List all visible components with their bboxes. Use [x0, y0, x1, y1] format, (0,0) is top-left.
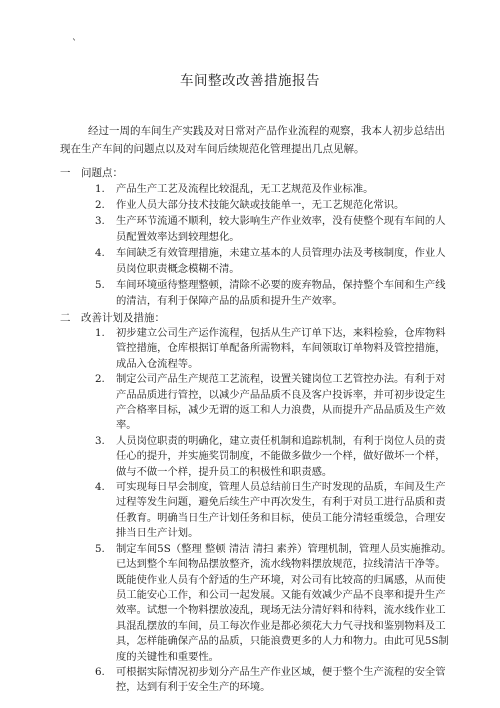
item-number: 2. — [95, 373, 105, 386]
list-item — [60, 326, 452, 372]
problem-list — [60, 181, 460, 309]
item-number: 6. — [95, 665, 105, 678]
section-title: 问题点： — [81, 167, 123, 179]
item-number: 4. — [95, 247, 105, 259]
item-text: 可实现每日早会制度，管理人员总结前日生产时发现的品质，车间及生产过程等发生问题，避免后续生产中再次发生，有利于对员工进行品质和责任教育。明确当日生产计划任务和目标，使员工能分清轻重缓急，合理安排当日生产计划。 — [116, 481, 446, 540]
item-number: 1. — [95, 183, 105, 195]
section-number: 一 — [60, 167, 71, 179]
list-item — [60, 434, 452, 480]
list-item — [60, 277, 452, 309]
section-problems — [60, 165, 460, 309]
item-number: 2. — [95, 199, 105, 211]
intro-paragraph: 经过一周的车间生产实践及对日常对产品作业流程的观察，我本人初步总结出现在生产车间的问题点以及对车间后续规范化管理提出几点见解。 — [60, 125, 445, 155]
item-number: 5. — [95, 542, 105, 555]
item-text: 作业人员大部分技术技能欠缺或技能单一，无工艺规范化常识。 — [116, 199, 405, 211]
page-mark: ` — [72, 39, 77, 50]
item-text: 初步建立公司生产运作流程，包括从生产订单下达，来料检验，仓库物料管控措施，仓库根据订单配备所需物料，车间领取订单物料及管控措施，成品入仓流程等。 — [116, 327, 446, 370]
item-number: 5. — [95, 279, 105, 291]
section-title: 改善计划及措施： — [81, 312, 165, 324]
item-text: 生产环节流通不顺利，较大影响生产作业效率，没有使整个现有车间的人员配置效率达到较理想化。 — [116, 215, 446, 243]
list-item — [60, 665, 452, 696]
item-number: 4. — [95, 481, 105, 494]
item-text: 制定车间5S（整理 整顿 清洁 清扫 素养）管理机制，管理人员实施推动。已达到整个车间物品摆放整齐，流水线物料摆放规范，拉线清洁干净等。既能使作业人员有个舒适的生产环境，对公司有比较高的归属感，从而使员工能安心工作，和公司一起发展。又能有效减少产品不良率和提升生产效率。试想一个物料摆放凌乱，现场无法分清好料和待料，流水线作业工具混乱摆放的车间，员工每次作业是都必须花大力气寻找和鉴别物料及工具，怎样能确保产品的品质，只能浪费更多的人力和物力。由此可见5S制度的关键性和重要性。 — [116, 542, 452, 663]
list-item — [60, 480, 452, 542]
item-text: 车间环境亟待整理整顿，清除不必要的废弃物品，保持整个车间和生产线的清洁，有利于保障产品的品质和提升生产效率。 — [116, 279, 446, 307]
item-number: 3. — [95, 215, 105, 227]
item-text: 车间缺乏有效管理措施，未建立基本的人员管理办法及考核制度，作业人员岗位职责概念模糊不清。 — [116, 247, 446, 275]
item-text: 人员岗位职责的明确化，建立责任机制和追踪机制，有利于岗位人员的责任心的提升，并实施奖罚制度，不能做多做少一个样，做好做坏一个样，做与不做一个样，提升员工的积极性和职责感。 — [116, 434, 446, 478]
section-improvement-plan — [60, 310, 460, 696]
page-title: 车间整改改善措施报告 — [180, 73, 320, 89]
section-heading — [60, 165, 460, 181]
list-item — [60, 372, 452, 434]
list-item — [60, 542, 452, 665]
measure-list — [60, 326, 460, 696]
item-text: 可根据实际情况初步划分产品生产作业区域，便于整个生产流程的安全管控，达到有利于安全生产的环境。 — [116, 665, 446, 694]
item-text: 产品生产工艺及流程比较混乱，无工艺规范及作业标准。 — [116, 183, 374, 195]
list-item — [60, 181, 452, 197]
section-heading — [60, 310, 460, 326]
list-item — [60, 245, 452, 277]
list-item — [60, 213, 452, 245]
list-item — [60, 197, 452, 213]
item-number: 3. — [95, 434, 105, 447]
section-number: 二 — [60, 312, 71, 324]
item-number: 1. — [95, 327, 105, 339]
item-text: 制定公司产品生产规范工艺流程，设置关键岗位工艺管控办法。有利于对产品品质进行管控，以减少产品品质不良及客户投诉率，并可初步设定生产合格率目标，减少无谓的返工和人力浪费，从而提升产品品质及生产效率。 — [116, 373, 446, 432]
